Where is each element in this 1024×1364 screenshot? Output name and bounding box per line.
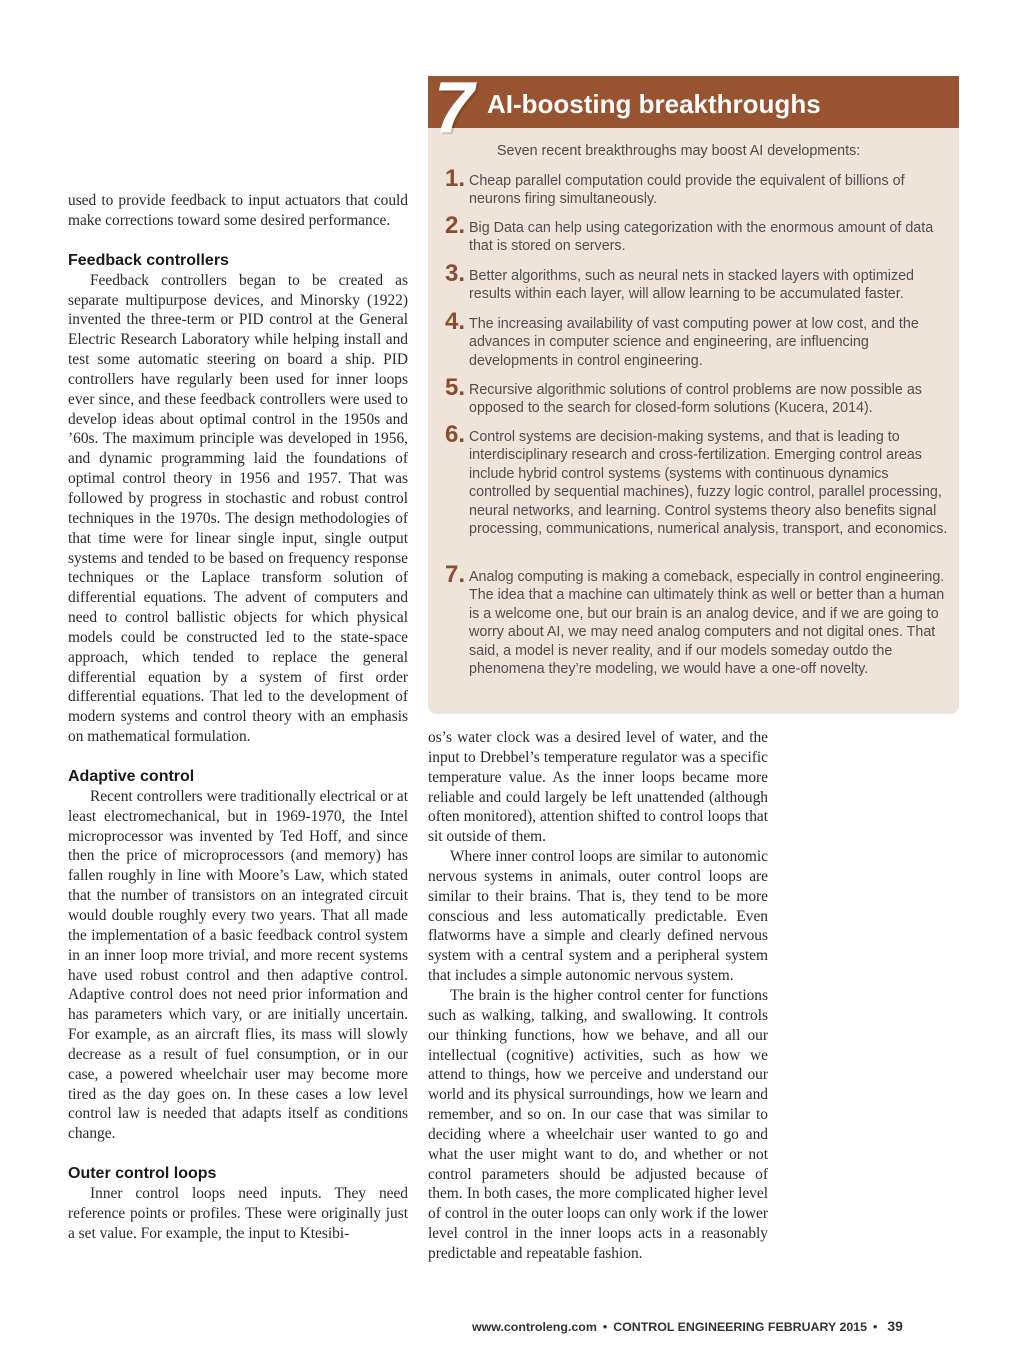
footer-issue: FEBRUARY 2015 (767, 1320, 868, 1334)
sidebar-item-text: Control systems are decision-making systems, and that is leading to interdisciplinary research and cross-fertilization. Emerging control areas include hybrid control systems (systems with continuous dynamics controlled by sequential machines), fuzzy logic control, parallel processing, neural networks, and learning. Control systems theory also benefits signal processing, communications, numerical analysis, transport, and economics. (469, 429, 948, 538)
sidebar-item-text: Better algorithms, such as neural nets in stacked layers with optimized results within each layer, will allow learning to be accumulated faster. (469, 268, 914, 303)
sidebar-title: AI-boosting breakthroughs (487, 89, 821, 119)
section-heading-adaptive-control: Adaptive control (68, 767, 195, 785)
sidebar-item-text: Cheap parallel computation could provide the equivalent of billions of neurons firing simultaneously. (469, 173, 905, 208)
sidebar-intro: Seven recent breakthroughs may boost AI developments: (497, 143, 861, 159)
paragraph: Inner control loops need inputs. They need reference points or profiles. These were originally just a set value. For example, the input to Ktesibi- (68, 1185, 408, 1242)
sidebar-item-number: 6. (445, 421, 466, 448)
sidebar-item-text: The increasing availability of vast computing power at low cost, and the advances in computer science and engineering, are influencing developments in control engineering. (469, 316, 919, 369)
sidebar-item-number: 1. (445, 165, 466, 192)
sidebar-item-number: 4. (445, 308, 466, 335)
sidebar-item-number: 2. (445, 212, 466, 239)
paragraph: Feedback controllers began to be created as separate multipurpose devices, and Minorsky (1922) invented the three-term or PID control at the General Electric Research Laboratory while helping install and test some automatic steering on board a ship. PID controllers have regularly been used for inner loops ever since, and these feedback controllers were used to develop ideas about optimal control in the 1950s and ’60s. The maximum principle was developed in 1956, and dynamic programming laid the foundations of optimal control theory in 1956 and 1957. That was followed by progress in stochastic and robust control techniques in the 1970s. The design methodologies of that time were for linear single input, single output systems and tended to be based on frequency response techniques or the Laplace transform solution of differential equations. The advent of computers and need to control ballistic objects for which physical models could be constructed led to the state-space approach, which tended to replace the general differential equation by a system of first order differential equations. That led to the development of modern systems and control theory with an emphasis on mathematical formulation. (68, 271, 408, 746)
sidebar-number: 7 (434, 68, 473, 148)
section-heading-feedback-controllers: Feedback controllers (68, 251, 229, 269)
sidebar-item-3 (445, 260, 950, 304)
sidebar-item-6 (445, 421, 950, 538)
left-column (68, 191, 408, 1244)
sidebar-item-4 (445, 308, 950, 370)
sidebar-box (428, 68, 959, 714)
footer-bullet: • (602, 1320, 608, 1334)
page-footer (472, 1318, 903, 1335)
paragraph: Recent controllers were traditionally electrical or at least electromechanical, but in 1969-1970, the Intel microprocessor was invented by Ted Hoff, and since then the price of microprocessors (and memory) has fallen roughly in line with Moore’s Law, which stated that the number of transistors on an integrated circuit would double roughly every two years. That all made the implementation of a basic feedback control system in an inner loop more trivial, and more recent systems have used robust control and then adaptive control. Adaptive control does not need prior information and has parameters which vary, or are initially uncertain. For example, as an aircraft flies, its mass will slowly decrease as a result of fuel consumption, or in our case, a powered wheelchair user may become more tired as the day goes on. In these cases a low level control law is needed that adapts itself as conditions change. (68, 787, 408, 1143)
page-number: 39 (887, 1318, 903, 1334)
sidebar-item-number: 3. (445, 260, 466, 287)
sidebar-item-2 (445, 212, 950, 256)
footer-publication: CONTROL ENGINEERING (613, 1320, 765, 1334)
footer-url[interactable]: www.controleng.com (472, 1320, 597, 1334)
sidebar-item-text: Big Data can help using categorization with the enormous amount of data that is stored on servers. (469, 220, 934, 255)
sidebar-item-5 (445, 374, 950, 418)
paragraph: Where inner control loops are similar to autonomic nervous systems in animals, outer control loops are similar to their brains. That is, they tend to be more conscious and less automatically predictable. Even flatworms have a simple and clearly defined nervous system with a central system and a peripheral system that includes a simple autonomic nervous system. (428, 848, 768, 985)
footer-bullet: • (873, 1320, 878, 1334)
sidebar-item-7 (445, 561, 950, 678)
section-heading-outer-control-loops: Outer control loops (68, 1165, 217, 1183)
paragraph: os’s water clock was a desired level of water, and the input to Drebbel’s temperature regulator was a specific temperature value. As the inner loops became more reliable and could largely be left unattended (although often monitored), attention shifted to control loops that sit outside of them. (428, 729, 768, 846)
sidebar-item-1 (445, 165, 950, 209)
left-intro-paragraph: used to provide feedback to input actuators that could make corrections toward some desired performance. (68, 192, 408, 229)
sidebar-item-number: 7. (445, 561, 466, 588)
sidebar-item-number: 5. (445, 374, 466, 401)
sidebar-item-text: Analog computing is making a comeback, especially in control engineering. The idea that a machine can ultimately think as well or better than a human is a welcome one, but our brain is an analog device, and if we are going to worry about AI, we may need analog computers and not digital ones. That said, a model is never reality, and if our models someday outdo the phenomena they’re modeling, we would have a one-off novelty. (469, 569, 945, 678)
sidebar-item-text: Recursive algorithmic solutions of control problems are now possible as opposed to the search for closed-form solutions (Kucera, 2014). (469, 382, 922, 417)
right-column (428, 728, 768, 1264)
paragraph: The brain is the higher control center for functions such as walking, talking, and swallowing. It controls our thinking functions, how we behave, and all our intellectual (cognitive) activities, such as how we attend to things, how we perceive and understand our world and its physical surroundings, how we learn and remember, and so on. In our case that was similar to deciding where a wheelchair user wanted to go and what the user might want to do, and whether or not control parameters should be adjusted because of them. In both cases, the more complicated higher level of control in the outer loops can only work if the lower level control in the inner loops acts in a reasonably predictable and repeatable fashion. (428, 986, 768, 1262)
sidebar-header (428, 68, 959, 148)
